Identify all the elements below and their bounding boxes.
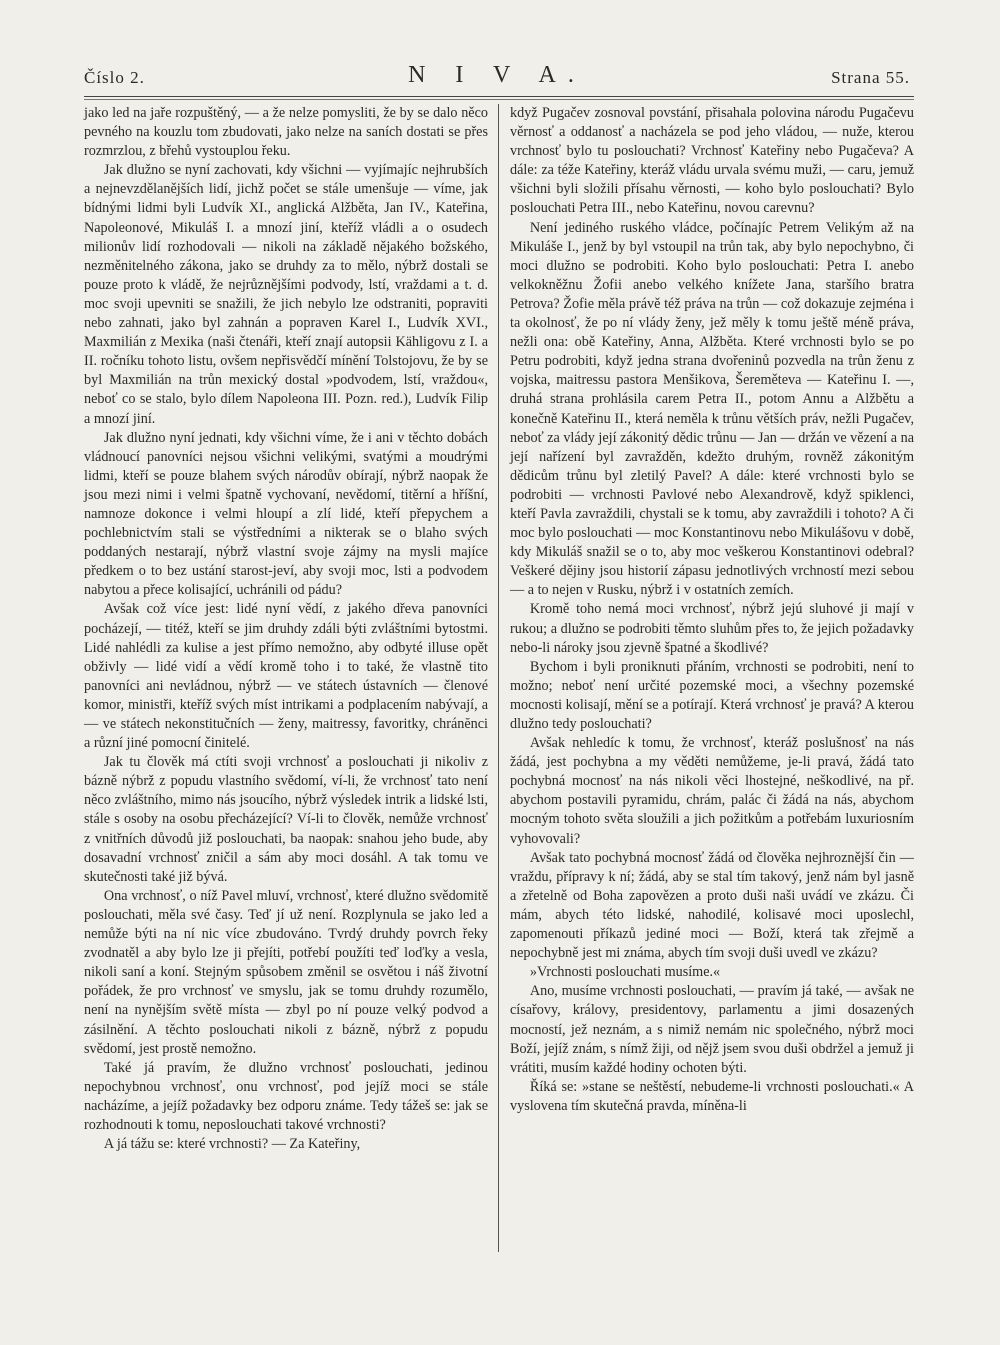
paragraph: »Vrchnosti poslouchati musíme.« bbox=[529, 964, 721, 981]
paragraph: Jak dlužno nyní jednati, kdy všichni víme, že i ani v těchto dobách vládnoucí panovníci nejsou všichni velikými, svatými a moudrými lidmi, kteří se pouze blahem svých národův obírají, nýbrž naopak že jsou mezi nimi i velmi špatně vychovaní, nevědomí, titěrní a hříšní, namnoze dokonce i velmi hloupí a zlí lidé, kteří přepychem a pochlebnictvím stali se výstředními a nikterak se o blaho svých poddaných nestarají, nýbrž vlastní svoje zájmy na mysli majíce předkem o to bez ustání starost-jeví, aby svoji moc, lsti a podvodem nabytou a přece kolisající, uchránili od pádu? bbox=[84, 429, 488, 599]
journal-title: N I V A. bbox=[408, 62, 586, 88]
paragraph: Ano, musíme vrchnosti poslouchati, — pravím já také, — avšak ne císařovy, královy, presidentovy, parlamentu a jimi dosazených mocností, jež neznám, a s nimiž nemám nic společného, nýbrž moci Boží, jejíž znám, s nímž žiji, od nějž jsem svou duši obdržel a jemuž ji vrátiti, musím každé hodiny ochoten býti. bbox=[510, 983, 914, 1076]
paragraph: Avšak tato pochybná mocnosť žádá od člověka nejhroznější čin — vraždu, přípravy k ní; žádá, aby se stal tím takový, jenž nám byl jasně a zřetelně od Boha zapovězen a proto duši naši uvádí ve zkázu. Či mám, abych této lidské, nahodilé, kolisavé moci uposlechl, zapomenouti příkazů jediné moci — Boží, která tak zřejmě a nepochybně jest mi známa, abych tím svoji duši uvedl ve zkázu? bbox=[510, 849, 914, 962]
left-column bbox=[84, 104, 488, 1154]
header-rule bbox=[84, 96, 914, 97]
paragraph: když Pugačev zosnoval povstání, přisahala polovina národu Pugačevu věrnosť a oddanosť a nacházela se pod jeho vládou, — nuže, kterou vrchnosť bylo tu poslouchati? Vrchnosť Kateřiny nebo Pugačeva? A dále: za téže Kateřiny, kteráž vládu urvala svému muži, — caru, jemuž všichni byli složili přísahu věrnosti, — koho bylo poslouchati? Bylo poslouchati Petra III., nebo Kateřinu, novou carevnu? bbox=[510, 105, 914, 217]
paragraph: Není jediného ruského vládce, počínajíc Petrem Velikým až na Mikuláše I., jenž by byl vstoupil na trůn tak, aby bylo nepochybno, či moci dlužno se podrobiti. Koho bylo poslouchati: Petra I. anebo velkokněžnu Žofii anebo velkého knížete Jana, staršího bratra Petrova? Žofie měla právě též práva na trůn — což dokazuje zejména i ta okolnosť, že po ní vlády ženy, jež měly k tomu ještě méně práva, nežli ona: obě Kateřiny, Anna, Alžběta. Které vrchnosti bylo se po Petru podrobiti, když jedna strana dvořeninů pozvedla na trůn ženu z vojska, maitressu pastora Menšikova, Šereměteva — Kateřinu I. —, druhá strana prohlásila carem Petra II., potom Annu a Alžbětu a konečně Kateřinu II., která neměla k trůnu větších práv, nežli Pugačev, neboť za vlády její zákonitý dědic trůnu — Jan — držán ve vězení a na její nařízení byl zavražděn, kdežto druhým, rovněž zákonitým dědicům trůnu byl zletilý Pavel? A dále: které vrchnosti bylo se podrobiti — vrchnosti Pavlové nebo Alexandrově, když spiklenci, kteří Pavla zavraždili, chystali se k tomu, aby zavraždili i tohoto? A či moc bylo poslouchati — moc Konstantinovu nebo Mikulášovu v době, kdy Mikuláš snažil se o to, aby moc veškerou Konstantinovi odebral? Veškeré dějiny jsou historií zápasu jednotlivých vrchností mezi sebou — a to nejen v Rusku, nýbrž i v ostatních zemích. bbox=[510, 219, 914, 599]
paragraph: jako led na jaře rozpuštěný, — a že nelze pomysliti, že by se dalo něco pevného na kouzlu tom zbudovati, jako nelze na saních dostati se přes rozmrzlou, z břehů vystouplou řeku. bbox=[84, 105, 488, 160]
paragraph: Ona vrchnosť, o níž Pavel mluví, vrchnosť, které dlužno svědomitě poslouchati, měla své časy. Teď jí už není. Rozplynula se jako led a nemůže býti na ní nic více zbudováno. Tvrdý druhdy povrch řeky zvodnatěl a aby bylo lze ji přejíti, potřebí použíti teď loďky a vesla, nikoli saní a koní. Stejným spůsobem změnil se osvětou i náš životní pořádek, že pro vrchnosť ve smyslu, jak se tomu druhdy rozumělo, není na nynějším světě místa — zbyl po ní pouze velký podvod a zásilnění. A těchto poslouchati nikoli z bázně, nýbrž z popudu svědomí, jest prostě nemožno. bbox=[84, 887, 488, 1057]
paragraph: Také já pravím, že dlužno vrchnosť poslouchati, jedinou nepochybnou vrchnosť, onu vrchnosť, pod jejíž moci se stále nacházíme, a jejíž požadavky bez odporu známe. Tedy tážeš se: jak se rozhodnouti k tomu, neposlouchati takové vrchnosti? bbox=[84, 1059, 488, 1133]
page-number: Strana 55. bbox=[831, 68, 910, 87]
paragraph: Avšak nehledíc k tomu, že vrchnosť, kteráž poslušnosť na nás žádá, jest pochybna a my věděti nemůžeme, je-li pravá, žádá tato pochybná mocnosť na nás nikoli věci lhostejné, neškodlivé, na př. abychom postavili pyramidu, chrám, palác či žádá na nás, abychom mocným tohoto světa sloužili a jich požitkům a potřebám luxuriosním vyhovovali? bbox=[510, 735, 914, 847]
issue-number: Číslo 2. bbox=[84, 68, 145, 87]
paragraph: A já tážu se: které vrchnosti? — Za Kateřiny, bbox=[103, 1136, 361, 1153]
paragraph: Kromě toho nemá moci vrchnosť, nýbrž jejú sluhové ji mají v rukou; a dlužno se podrobiti těmto sluhům přes to, že jejich požadavky nebo-li nároky jsou zjevně špatné a škodlivé? bbox=[510, 601, 914, 656]
paragraph: Jak tu člověk má ctíti svoji vrchnosť a poslouchati ji nikoliv z bázně nýbrž z popudu vlastního svědomí, ví-li, že vrchnosť tato není něco zvláštního, mimo nás jsoucího, nýbrž výsledek intrik a lidské lsti, stále s osoby na osobu přecházející? Ví-li to člověk, nemůže vrchnosť z vnitřních důvodů již poslouchati, ba naopak: snahou jeho bude, aby dosavadní vrchnosť zničil a sám aby moci dosáhl. A tak tomu ve skutečnosti také již bývá. bbox=[84, 754, 488, 885]
right-column bbox=[510, 104, 914, 1116]
paragraph: Bychom i byli proniknuti přáním, vrchnosti se podrobiti, není to možno; neboť není určité pozemské moci, a všechny pozemské mocnosti kolisají, mění se a potírají. Která vrchnosť je pravá? A kterou dlužno tedy poslouchati? bbox=[510, 658, 914, 732]
paragraph: Říká se: »stane se neštěstí, nebudeme-li vrchnosti poslouchati.« A vyslovena tím skutečná pravda, míněna-li bbox=[510, 1078, 914, 1114]
header-rule-secondary bbox=[84, 99, 914, 100]
paragraph: Avšak což více jest: lidé nyní vědí, z jakého dřeva panovníci pocházejí, — titéž, kteří se jim druhdy zdáli býti zvláštními bytostmi. Lidé nahlédli za kulise a jest přímo nemožno, aby odbyté illuse opět obživly — lidé vidí a vědí kromě toho i to také, že vlastně tito panovníci ani nevládnou, nýbrž — ve státech ústavních — členové komor, ministři, kteříž svých míst intrikami a podplacením nabývají, a — ve státech nekonstitučních — ženy, maitressy, favoritky, chránĕnci a různí jiné pomocní činitelé. bbox=[84, 601, 488, 752]
column-divider bbox=[498, 104, 499, 1252]
paragraph: Jak dlužno se nyní zachovati, kdy všichni — vyjímajíc nejhrubších a nejnevzdělanějších lidí, jichž počet se stále umenšuje — víme, jak bídnými lidmi byli Ludvík XI., anglická Alžběta, Jan IV., Kateřina, Napoleonové, Mikuláš I. a mnozí jiní, kteříž vládli a o osudech milionův lidí rozhodovali — nikoli na základě nějakého božského, nezměnitelného zákona, jako se druhdy za to mělo, nýbrž dostali se pouze proto k vládě, že nejrůznějšími podvody, lstí, vraždami a t. d. moc svoji upevniti se snažili, že jich nebylo lze odstraniti, popraviti nebo zahnati, jako byl zahnán a popraven Karel I., Ludvík XVI., Maxmilián z Mexika (naši čtenáři, kteří znají autopsii Kähligovu z I. a II. ročníku tohoto listu, ovšem nepřisvědčí mínění Tolstojovu, že by se byl Maxmilián na trůn mexický dostal »podvodem, lstí, vraždou«, neboť co se stalo, bylo dílem Napoleona III. Pozn. red.), Ludvík Filip a mnozí jiní. bbox=[84, 162, 488, 427]
page-header bbox=[84, 62, 910, 96]
